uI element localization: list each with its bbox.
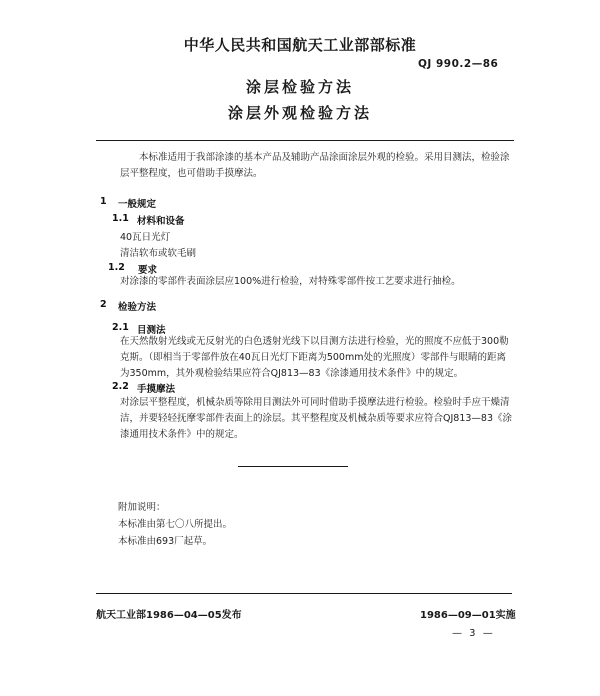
section-2-number: 2 [100, 299, 107, 310]
intro-paragraph: 本标准适用于我部涂漆的基本产品及辅助产品涂面涂层外观的检验。采用目测法，检验涂层平整程度，也可借助手摸摩法。 [120, 152, 510, 179]
section-end-divider [238, 466, 348, 467]
section-1-1-number: 1.1 [112, 213, 129, 224]
page-number: — 3 — [452, 628, 495, 639]
section-2-2-title: 手摸摩法 [137, 384, 176, 395]
section-1-2-text: 对涂漆的零部件表面涂层应100%进行检验，对特殊零部件按工艺要求进行抽检。 [120, 276, 461, 287]
document-subtitle: 涂层外观检验方法 [227, 104, 372, 122]
section-1-title: 一般规定 [118, 199, 157, 210]
section-1-2-number: 1.2 [108, 262, 125, 273]
section-2-2-number: 2.2 [112, 381, 129, 392]
effective-date: 1986—09—01实施 [420, 610, 516, 621]
additional-notes-heading: 附加说明： [118, 502, 166, 513]
material-item-brush: 清洁软布或软毛刷 [120, 248, 197, 259]
standard-number: QJ 990.2—86 [418, 58, 499, 70]
top-divider [96, 140, 514, 141]
section-2-1-text: 在天然散射光线或无反射光的白色透射光线下以目测方法进行检验，光的照度不应低于300勒克斯。（即相当于零部件放在40瓦日光灯下距离为500mm处的光照度）零部件与眼睛的距离为350mm，其外观检验结果应符合QJ813—83《涂漆通用技术条件》中的规定。 [120, 336, 509, 379]
section-2-2-text: 对涂层平整程度，机械杂质等除用目测法外可同时借助手摸摩法进行检验。检验时手应干燥清洁，并要轻轻抚摩零部件表面上的涂层。其平整程度及机械杂质等要求应符合QJ813—83《涂漆通用技术条件》中的规定。 [120, 397, 513, 440]
section-1-number: 1 [100, 196, 107, 207]
bottom-divider [96, 593, 512, 594]
issue-date: 航天工业部1986—04—05发布 [96, 610, 242, 621]
section-1-2-title: 要求 [138, 265, 158, 276]
section-2-1-title: 目测法 [137, 325, 166, 336]
section-2-1-number: 2.1 [112, 322, 129, 333]
proposer-note: 本标准由第七〇八所提出。 [118, 519, 233, 530]
section-2-title: 检验方法 [118, 302, 157, 313]
issuing-authority-title: 中华人民共和国航天工业部部标准 [183, 36, 417, 54]
material-item-lamp: 40瓦日光灯 [120, 232, 171, 243]
section-1-1-title: 材料和设备 [137, 216, 185, 227]
drafter-note: 本标准由693厂起草。 [118, 536, 213, 547]
document-title: 涂层检验方法 [245, 78, 354, 96]
